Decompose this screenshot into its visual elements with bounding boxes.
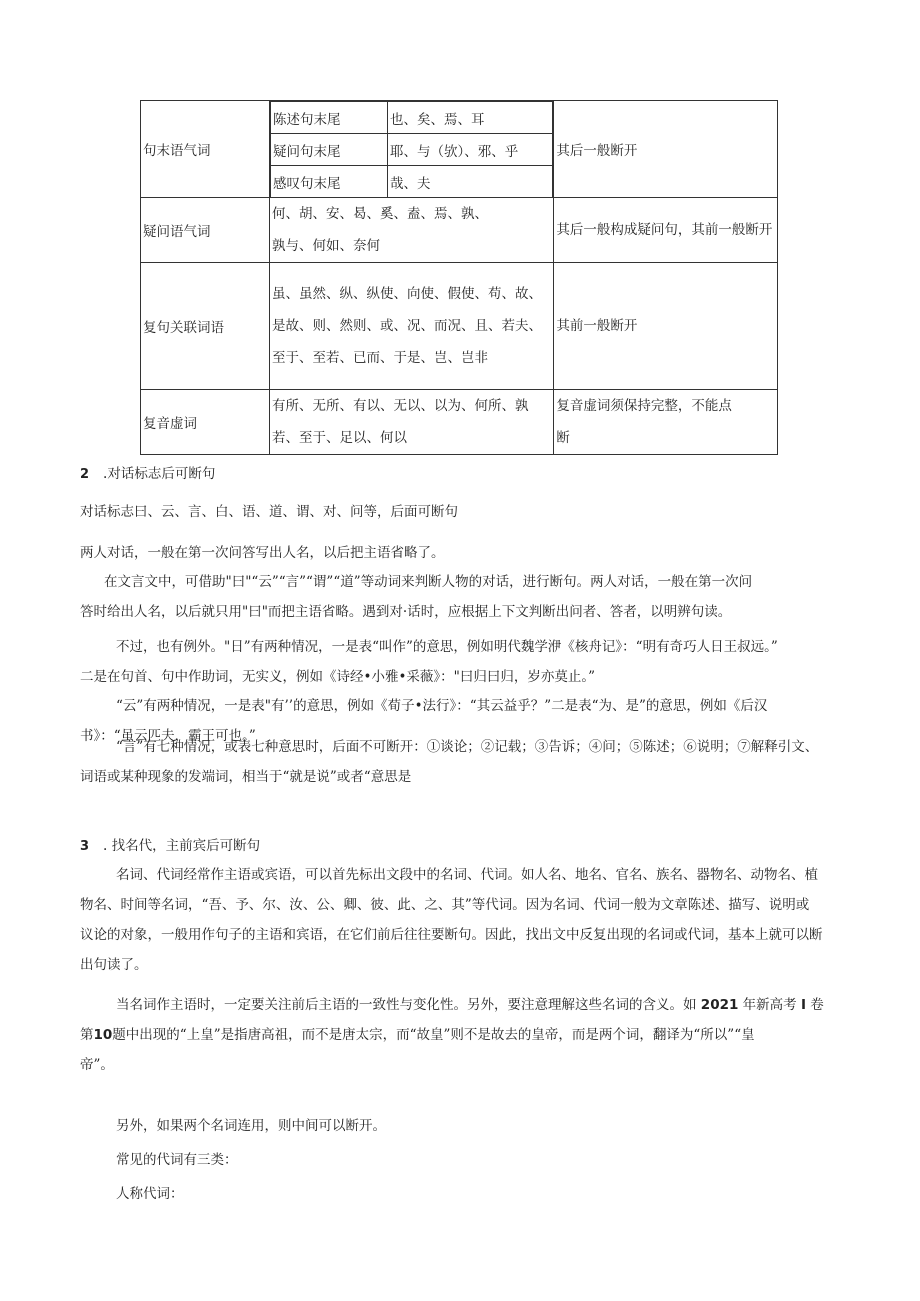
particle-words-cell: 耶、与（欤）、邪、乎 (388, 134, 553, 166)
table-words-cell: 虽、虽然、纵、纵使、向使、假使、苟、故、 是故、则、然则、或、况、而况、且、若夫、 至于、至若、已而、于是、岂、岂非 (270, 263, 554, 390)
table-note-cell: 复音虚词须保持完整，不能点 断 (554, 390, 778, 455)
paragraph: 名词、代词经常作主语或宾语，可以首先标出文段中的名词、代词。如人名、地名、官名、族名、器物名、动物名、植 物名、时间等名词，“吾、予、尔、汝、公、卿、彼、此、之、其”等代词。因为名词、代词一般为文章陈述、描写、说明或 议论的对象，一般用作句子的主语和宾语，在它们前后往往要断句。因此，找出文中反复出现的名词或代词，基本上就可以断 出句读了。 (80, 867, 823, 973)
section-title: . 找名代，主前宾后可断句 (103, 838, 261, 854)
paragraph: “云”有两种情况，一是表"有’’的意思，例如《荀子•法行》：“其云益乎？”二是表“为、是”的意思，例如《后汉 书》：“虽云匹夫，霸王可也。” (80, 698, 768, 744)
paragraph: 在文言文中，可借助"曰"“云”“言”“谓”“道”等动词来判断人物的对话，进行断句。两人对话，一般在第一次问 答时给出人名，以后就只用"曰"而把主语省略。遇到对·话时，应根据上下文判断出问者、答者，以明辨句读。 (80, 574, 753, 620)
paragraph: 人称代词： (116, 1186, 184, 1202)
table-row (141, 101, 778, 198)
table-subrow (271, 102, 553, 134)
paragraph: 两人对话，一般在第一次问答写出人名，以后把主语省略了。 (80, 545, 445, 561)
sentence-type-cell: 陈述句末尾 (271, 102, 388, 134)
paragraph: 常见的代词有三类： (116, 1152, 238, 1168)
table-words-cell: 何、胡、安、曷、奚、盍、焉、孰、 孰与、何如、奈何 (270, 198, 554, 263)
table-row (141, 198, 778, 263)
table-category-cell: 复句关联词语 (141, 263, 270, 390)
sentence-type-subtable (270, 101, 553, 197)
sentence-type-cell: 感叹句末尾 (271, 166, 388, 198)
particle-words-cell: 哉、夫 (388, 166, 553, 198)
table-note-cell: 其后一般断开 (554, 101, 778, 198)
function-word-table (140, 100, 778, 455)
table-subrow (271, 166, 553, 198)
table-subrow (271, 134, 553, 166)
paragraph: 另外，如果两个名词连用，则中间可以断开。 (116, 1118, 386, 1134)
section-number: 3 (80, 839, 90, 854)
section-2-heading (80, 462, 215, 482)
section-title: .对话标志后可断句 (103, 466, 216, 482)
particle-words-cell: 也、矣、焉、耳 (388, 102, 553, 134)
section-3-heading (80, 834, 260, 854)
table-category-cell: 句末语气词 (141, 101, 270, 198)
sentence-type-cell: 疑问句末尾 (271, 134, 388, 166)
table-category-cell: 疑问语气词 (141, 198, 270, 263)
table-note-cell: 其后一般构成疑问句，其前一般断开 (554, 198, 778, 263)
paragraph: 不过，也有例外。"日”有两种情况，一是表“叫作”的意思，例如明代魏学洢《核舟记》：“明有奇巧人日王叔远。” 二是在句首、句中作助词，无实义，例如《诗经•小雅•采薇》："曰归曰归，岁亦莫止。” (80, 639, 778, 685)
table-row (141, 263, 778, 390)
paragraph: “言”有七种情况，或表七种意思时，后面不可断开：①谈论；②记载；③告诉；④问；⑤陈述；⑥说明；⑦解释引文、 词语或某种现象的发端词，相当于“就是说”或者“意思是 (80, 739, 819, 785)
table-row (141, 390, 778, 455)
table-words-cell: 有所、无所、有以、无以、以为、何所、孰 若、至于、足以、何以 (270, 390, 554, 455)
table-note-cell: 其前一般断开 (554, 263, 778, 390)
paragraph: 对话标志曰、云、言、白、语、道、谓、对、问等，后面可断句 (80, 504, 458, 520)
table-category-cell: 复音虚词 (141, 390, 270, 455)
section-number: 2 (80, 467, 90, 482)
paragraph: 当名词作主语时，一定要关注前后主语的一致性与变化性。另外，要注意理解这些名词的含义。如 2021 年新高考 I 卷 第10题中出现的“上皇”是指唐高祖，而不是唐太宗，而“故皇”则不是故去的皇帝，而是两个词，翻译为“所以”“皇 帝”。 (80, 997, 824, 1073)
